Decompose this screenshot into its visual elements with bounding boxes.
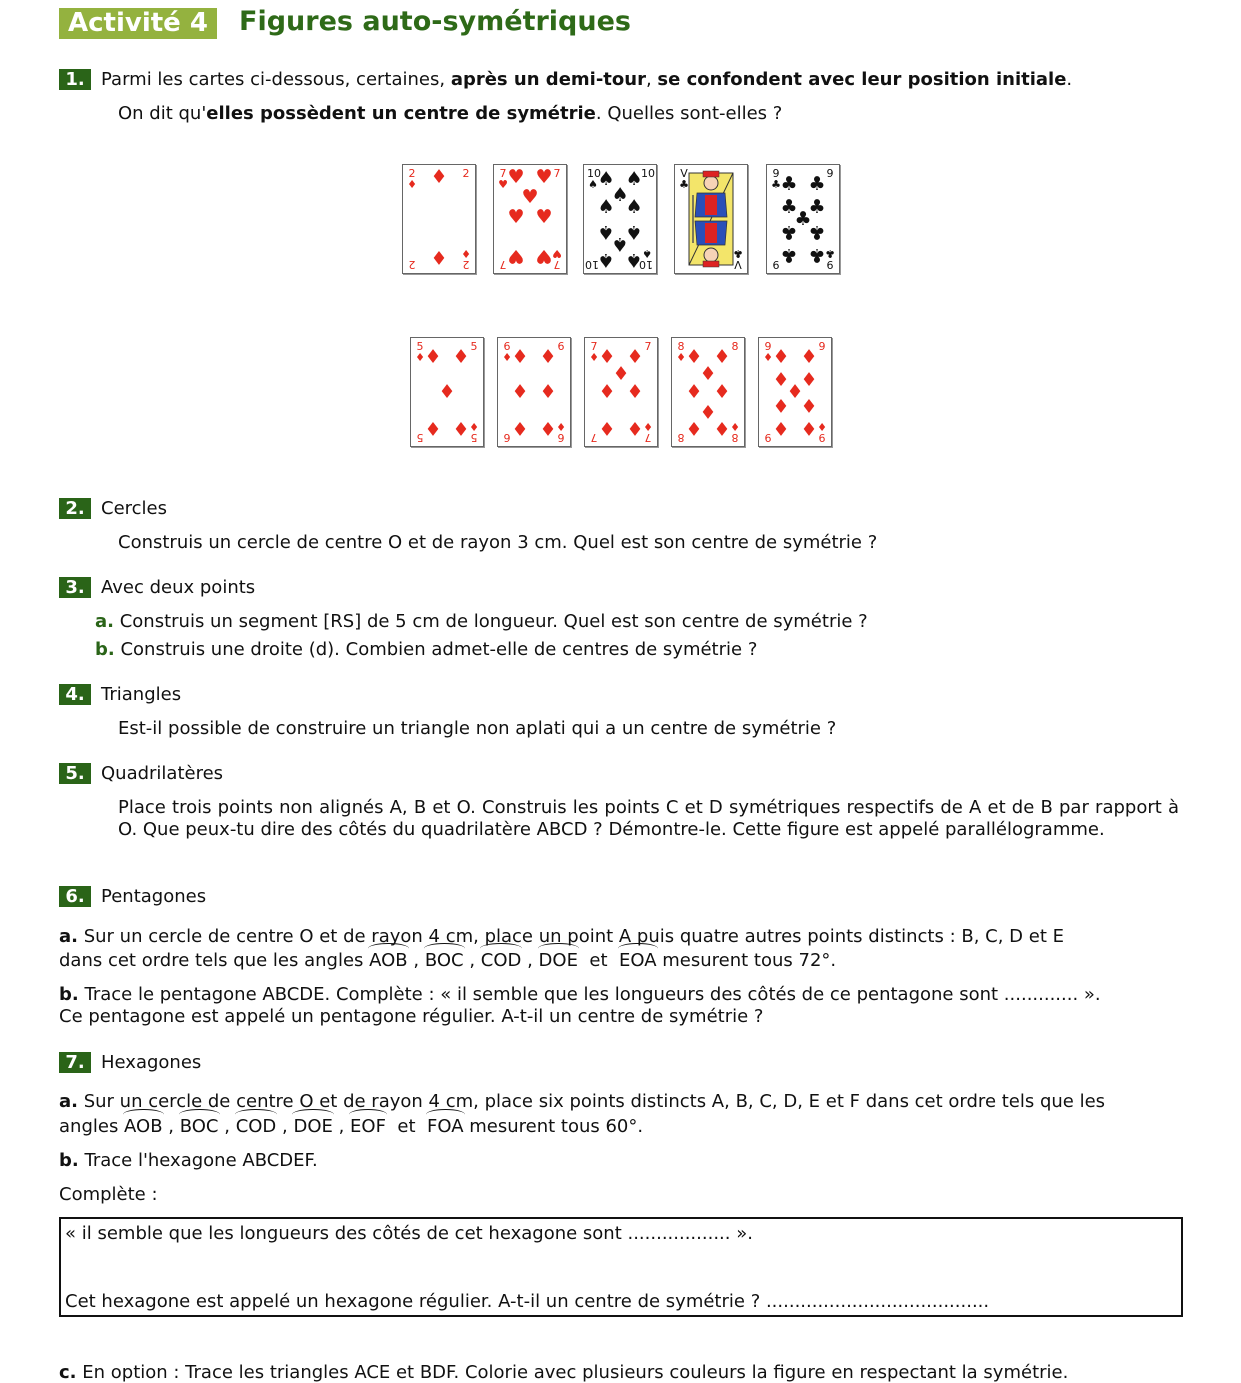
card-pip-icon: ♦ xyxy=(424,417,442,439)
card-pip-icon: ♣ xyxy=(780,196,798,218)
card-index-bl: 6 xyxy=(503,431,511,444)
card-pip-icon: ♦ xyxy=(511,417,529,439)
card-pip-icon: ♦ xyxy=(511,346,529,368)
question-3b xyxy=(95,639,757,660)
q3-b-text: Construis une droite (d). Combien admet-elle de centres de symétrie ? xyxy=(120,639,758,660)
question-1-number: 1. xyxy=(59,69,91,90)
question-4-number: 4. xyxy=(59,684,91,705)
card-index-bl: 8 xyxy=(677,431,685,444)
card-index-tl: 5 ♦ xyxy=(415,340,425,364)
card-index-tr: 10 xyxy=(641,167,655,180)
question-7-heading: Hexagones xyxy=(101,1052,202,1073)
angle-cod: COD xyxy=(480,950,522,971)
card-pip-icon: ♣ xyxy=(808,221,826,243)
card-pip-icon: ♦ xyxy=(452,346,470,368)
card-pip-icon: ♦ xyxy=(539,346,557,368)
angle-aob: AOB xyxy=(124,1116,163,1137)
card-index-tr: 9 xyxy=(826,167,834,180)
card-index-tl: 8 ♦ xyxy=(676,340,686,364)
q7-a-text-2: angles xyxy=(59,1116,125,1137)
card-pip-icon: ♣ xyxy=(808,173,826,195)
card-index-br: 9 ♣ xyxy=(825,247,835,271)
card-pip-icon: ♦ xyxy=(800,369,818,391)
card-pip-icon: ♦ xyxy=(713,381,731,403)
card-pip-icon: ♥ xyxy=(507,245,525,267)
card-index-br: V ♣ xyxy=(733,247,743,271)
card-pip-icon: ♦ xyxy=(685,417,703,439)
card-pip-icon: ♠ xyxy=(597,249,615,271)
row-2-card-4 xyxy=(671,337,745,447)
card-pip-icon: ♠ xyxy=(611,184,629,206)
card-index-br: 2 ♦ xyxy=(461,247,471,271)
q1-bold-centre: elles possèdent un centre de symétrie xyxy=(206,103,596,124)
card-pip-icon: ♦ xyxy=(612,363,630,385)
card-index-bl: 7 xyxy=(499,258,507,271)
card-index-tl: 7 ♦ xyxy=(589,340,599,364)
q6-a-label: a. xyxy=(59,926,78,947)
answer-box-line-1: « il semble que les longueurs des côtés de cet hexagone sont .................. ». xyxy=(65,1223,753,1244)
card-index-tl: 10 ♠ xyxy=(587,167,601,191)
q3-a-label: a. xyxy=(95,611,114,632)
q1-bold-demi-tour: après un demi-tour xyxy=(450,69,646,90)
card-index-br: 6 ♦ xyxy=(556,420,566,444)
card-pip-icon: ♣ xyxy=(780,221,798,243)
card-pip-icon: ♦ xyxy=(772,369,790,391)
row-1-card-2 xyxy=(493,164,567,274)
card-pip-icon: ♣ xyxy=(780,244,798,266)
q3-b-label: b. xyxy=(95,639,115,660)
card-pip-icon: ♠ xyxy=(625,221,643,243)
card-index-bl: 9 xyxy=(772,258,780,271)
angle-aob: AOB xyxy=(369,950,408,971)
row-1-card-5 xyxy=(766,164,840,274)
card-index-br: 7 ♥ xyxy=(552,247,562,271)
card-pip-icon: ♣ xyxy=(794,208,812,230)
row-1-card-1 xyxy=(402,164,476,274)
q7-c-label: c. xyxy=(59,1362,77,1383)
card-index-tr: 5 xyxy=(470,340,478,353)
card-pip-icon: ♦ xyxy=(772,346,790,368)
card-pip-icon: ♦ xyxy=(626,346,644,368)
card-pip-icon: ♦ xyxy=(772,394,790,416)
card-pip-icon: ♥ xyxy=(507,166,525,188)
card-index-tl: 6 ♦ xyxy=(502,340,512,364)
card-pip-icon: ♦ xyxy=(598,381,616,403)
q6-a-text-3: mesurent tous 72°. xyxy=(656,950,837,971)
card-pip-icon: ♦ xyxy=(713,346,731,368)
question-2-text: Construis un cercle de centre O et de rayon 3 cm. Quel est son centre de symétrie ? xyxy=(118,532,878,553)
angle-eof: EOF xyxy=(350,1116,386,1137)
card-pip-icon: ♦ xyxy=(598,346,616,368)
question-4-text: Est-il possible de construire un triangle non aplati qui a un centre de symétrie ? xyxy=(118,718,837,739)
angle-doe: DOE xyxy=(293,1116,333,1137)
card-pip-icon: ♦ xyxy=(539,381,557,403)
question-5-number: 5. xyxy=(59,763,91,784)
card-pip-icon: ♦ xyxy=(430,246,448,268)
card-pip-icon: ♥ xyxy=(535,206,553,228)
card-pip-icon: ♥ xyxy=(535,166,553,188)
q6-b-text: Trace le pentagone ABCDE. Complète : « il semble que les longueurs des côtés de ce pentagone sont ............. ». xyxy=(84,984,1101,1005)
question-7-complete: Complète : xyxy=(59,1184,158,1205)
card-pip-icon: ♦ xyxy=(598,417,616,439)
angle-foa: FOA xyxy=(426,1116,464,1137)
card-pip-icon: ♦ xyxy=(452,417,470,439)
q7-a-label: a. xyxy=(59,1091,78,1112)
card-pip-icon: ♦ xyxy=(626,381,644,403)
row-2-card-2 xyxy=(497,337,571,447)
q6-a-text-2: dans cet ordre tels que les angles xyxy=(59,950,370,971)
card-pip-icon: ♠ xyxy=(597,196,615,218)
card-index-tr: 2 xyxy=(462,167,470,180)
question-5-text: Place trois points non alignés A, B et O. Construis les points C et D symétriques respectifs de A et de B par rapport à O. Que peux-tu dire des côtés du quadrilatère ABCD ? Démontre-le. Cette figure est appelé parallélogramme. xyxy=(118,797,1179,840)
card-pip-icon: ♦ xyxy=(685,381,703,403)
row-2-card-1 xyxy=(410,337,484,447)
card-pip-icon: ♠ xyxy=(597,221,615,243)
question-7b xyxy=(59,1150,318,1171)
q1-text: Parmi les cartes ci-dessous, certaines, xyxy=(101,69,451,90)
q3-a-text: Construis un segment [RS] de 5 cm de longueur. Quel est son centre de symétrie ? xyxy=(119,611,868,632)
question-6a-line-2: dans cet ordre tels que les angles AOB , BOC , COD , DOE et EOA mesurent tous 72°. xyxy=(59,950,837,971)
q6-a-text: Sur un cercle de centre O et de rayon 4 cm, place un point A puis quatre autres points distincts : B, C, D et E xyxy=(83,926,1064,947)
q1-text: On dit qu' xyxy=(118,103,207,124)
card-index-tr: 9 xyxy=(818,340,826,353)
card-index-tl: 9 ♦ xyxy=(763,340,773,364)
q7-a-text-3: mesurent tous 60°. xyxy=(463,1116,644,1137)
card-pip-icon: ♦ xyxy=(626,417,644,439)
answer-box xyxy=(59,1217,1183,1317)
question-3-number: 3. xyxy=(59,577,91,598)
card-pip-icon: ♠ xyxy=(625,168,643,190)
card-pip-icon: ♦ xyxy=(438,381,456,403)
card-pip-icon: ♦ xyxy=(800,394,818,416)
q1-bold-confondent: se confondent avec leur position initiale xyxy=(657,69,1067,90)
question-7c xyxy=(59,1362,1068,1383)
card-pip-icon: ♦ xyxy=(685,346,703,368)
card-pip-icon: ♣ xyxy=(808,244,826,266)
card-index-tl: 7 ♥ xyxy=(498,167,508,191)
card-index-tl: 2 ♦ xyxy=(407,167,417,191)
card-pip-icon: ♥ xyxy=(535,245,553,267)
row-2-card-5 xyxy=(758,337,832,447)
question-3-heading: Avec deux points xyxy=(101,577,256,598)
question-2-number: 2. xyxy=(59,498,91,519)
card-pip-icon: ♠ xyxy=(597,168,615,190)
q7-b-text: Trace l'hexagone ABCDEF. xyxy=(84,1150,318,1171)
card-index-br: 8 ♦ xyxy=(730,420,740,444)
card-pip-icon: ♦ xyxy=(772,417,790,439)
card-index-tr: 7 xyxy=(553,167,561,180)
angle-boc: BOC xyxy=(424,950,464,971)
card-index-bl: 2 xyxy=(408,258,416,271)
q6-b-label: b. xyxy=(59,984,79,1005)
card-index-tr: 6 xyxy=(557,340,565,353)
card-pip-icon: ♠ xyxy=(625,196,643,218)
card-pip-icon: ♣ xyxy=(780,173,798,195)
card-pip-icon: ♦ xyxy=(699,363,717,385)
question-7a-line-1 xyxy=(59,1091,1105,1112)
card-index-br: 5 ♦ xyxy=(469,420,479,444)
q1-text: , xyxy=(645,69,658,90)
card-pip-icon: ♦ xyxy=(699,400,717,422)
card-pip-icon: ♦ xyxy=(786,381,804,403)
question-5-heading: Quadrilatères xyxy=(101,763,224,784)
card-pip-icon: ♠ xyxy=(625,249,643,271)
q7-b-label: b. xyxy=(59,1150,79,1171)
q7-c-text: En option : Trace les triangles ACE et BDF. Colorie avec plusieurs couleurs la figure en respectant la symétrie. xyxy=(82,1362,1069,1383)
question-6-number: 6. xyxy=(59,886,91,907)
card-pip-icon: ♦ xyxy=(800,417,818,439)
question-1-line-2 xyxy=(118,103,782,124)
card-pip-icon: ♥ xyxy=(521,186,539,208)
q1-text: . xyxy=(1066,69,1073,90)
card-pip-icon: ♣ xyxy=(808,196,826,218)
card-index-tl: 9 ♣ xyxy=(771,167,781,191)
card-pip-icon: ♠ xyxy=(611,233,629,255)
card-index-tr: 8 xyxy=(731,340,739,353)
card-pip-icon: ♦ xyxy=(430,166,448,188)
card-pip-icon: ♦ xyxy=(800,346,818,368)
q1-text: . Quelles sont-elles ? xyxy=(595,103,783,124)
card-pip-icon: ♦ xyxy=(539,417,557,439)
question-7-number: 7. xyxy=(59,1052,91,1073)
q7-a-text: Sur un cercle de centre O et de rayon 4 cm, place six points distincts A, B, C, D, E et F dans cet ordre tels que les xyxy=(83,1091,1106,1112)
card-index-br: 7 ♦ xyxy=(643,420,653,444)
page-title: Figures auto-symétriques xyxy=(239,6,631,37)
angle-eoa: EOA xyxy=(618,950,657,971)
angle-cod: COD xyxy=(235,1116,277,1137)
card-index-bl: 9 xyxy=(764,431,772,444)
question-3a xyxy=(95,611,868,632)
question-2-heading: Cercles xyxy=(101,498,167,519)
angle-doe: DOE xyxy=(538,950,578,971)
question-6b-line-1 xyxy=(59,984,1101,1005)
card-pip-icon: ♥ xyxy=(507,206,525,228)
row-2-card-3 xyxy=(584,337,658,447)
activity-badge: Activité 4 xyxy=(59,8,217,39)
card-index-bl: 5 xyxy=(416,431,424,444)
answer-box-line-2: Cet hexagone est appelé un hexagone régulier. A-t-il un centre de symétrie ? ....................................... xyxy=(65,1291,990,1312)
card-index-bl: 10 xyxy=(585,258,599,271)
question-6-heading: Pentagones xyxy=(101,886,207,907)
question-6b-line-2: Ce pentagone est appelé un pentagone régulier. A-t-il un centre de symétrie ? xyxy=(59,1006,764,1027)
card-pip-icon: ♦ xyxy=(511,381,529,403)
row-1-card-3 xyxy=(583,164,657,274)
card-index-br: 9 ♦ xyxy=(817,420,827,444)
card-index-tl: V ♣ xyxy=(679,167,689,191)
card-index-br: 10 ♠ xyxy=(639,247,653,271)
card-pip-icon: ♦ xyxy=(424,346,442,368)
card-index-tr: 7 xyxy=(644,340,652,353)
card-index-bl: 7 xyxy=(590,431,598,444)
card-pip-icon: ♦ xyxy=(713,417,731,439)
question-4-heading: Triangles xyxy=(101,684,182,705)
question-1-line-1 xyxy=(101,69,1072,90)
angle-boc: BOC xyxy=(179,1116,219,1137)
question-7a-line-2: angles AOB , BOC , COD , DOE , EOF et FOA mesurent tous 60°. xyxy=(59,1116,644,1137)
row-1-card-4 xyxy=(674,164,748,274)
